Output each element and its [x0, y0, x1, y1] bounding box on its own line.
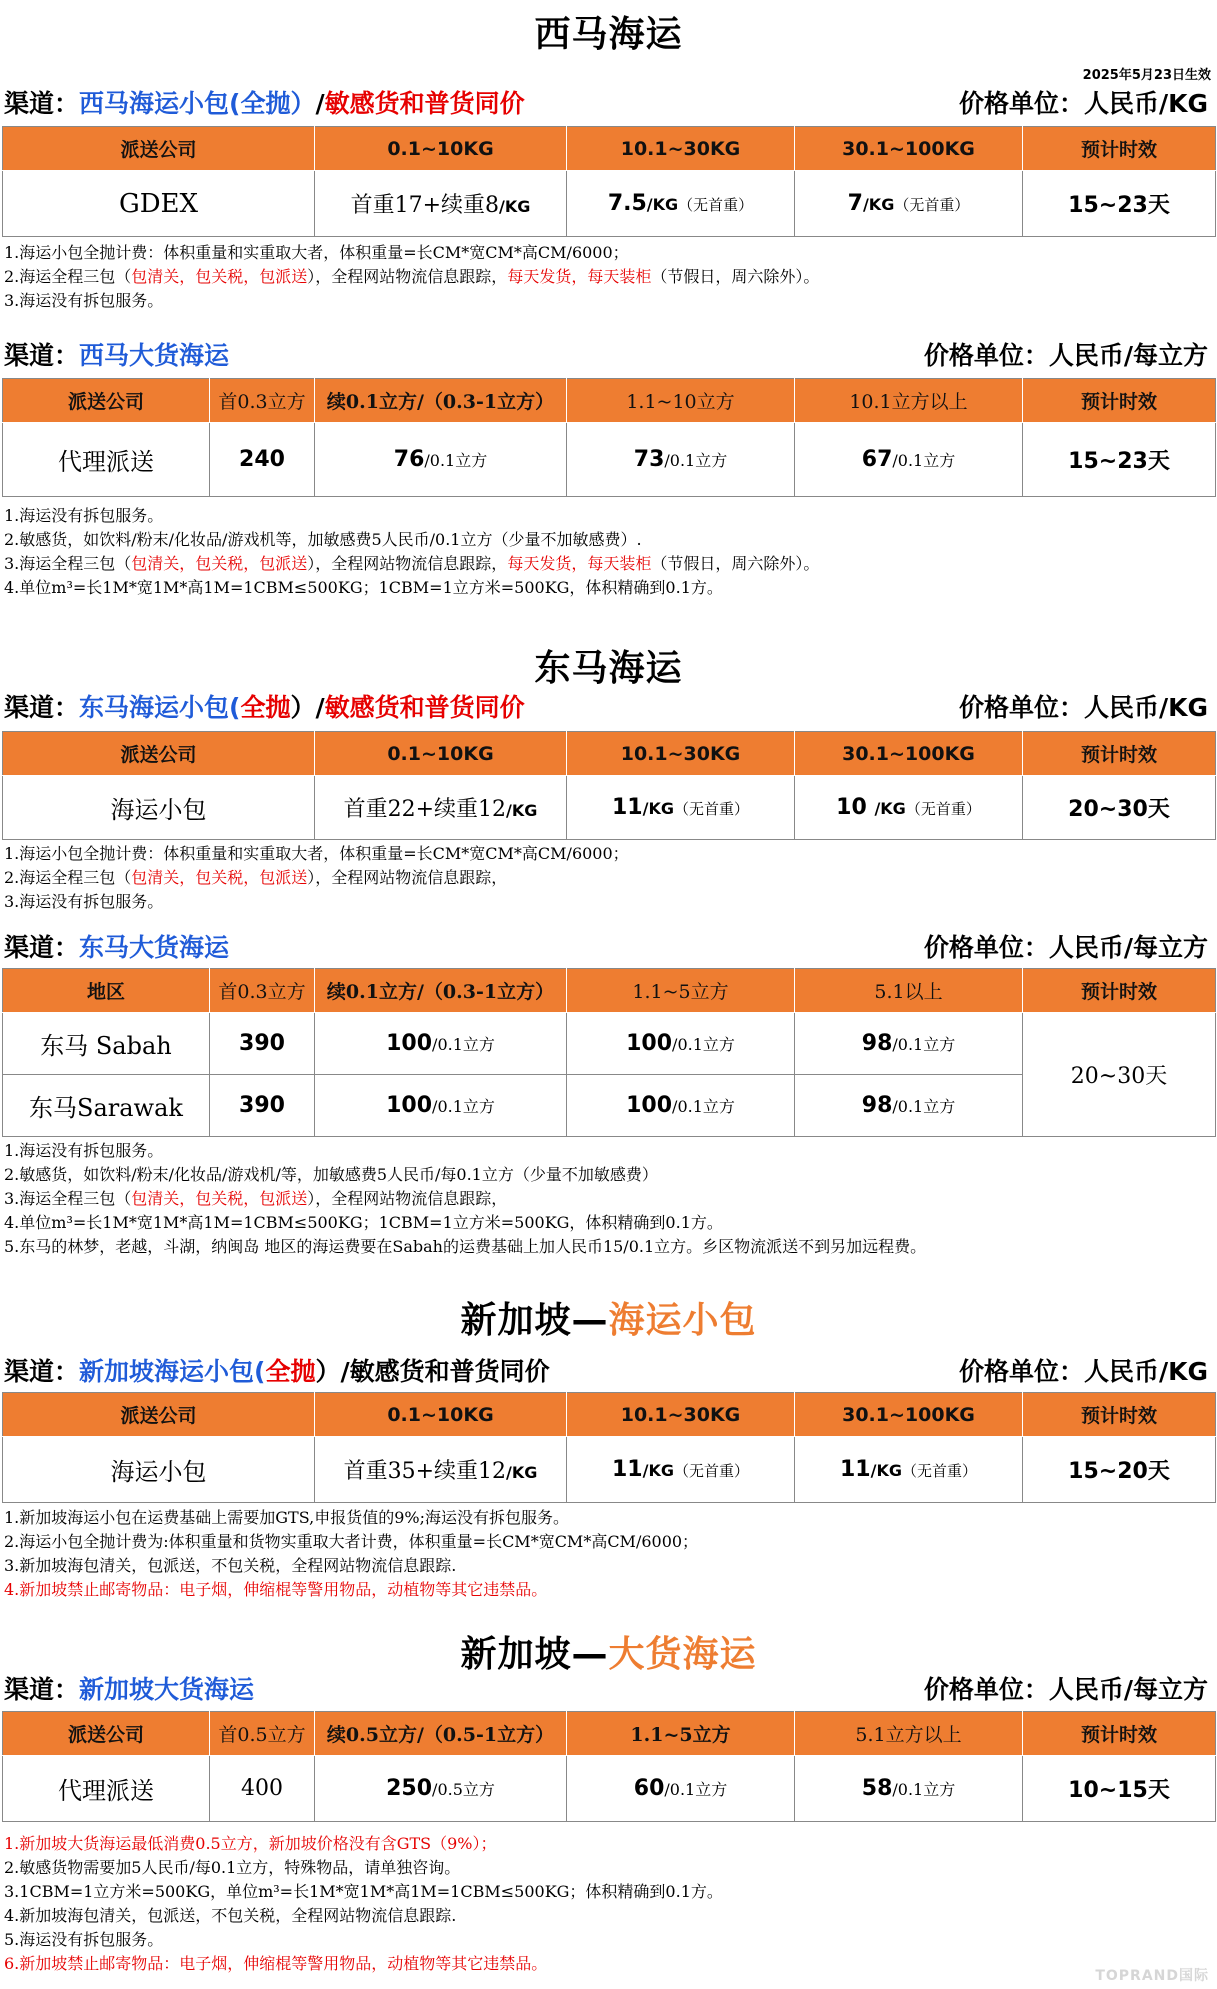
note-line: 1.海运没有拆包服务。 — [4, 1141, 164, 1160]
channel-label: 渠道： — [4, 89, 80, 118]
table-cell-company: GDEX — [3, 171, 315, 237]
channel-row-east-pack — [4, 690, 1212, 726]
table-cell-price: 73/0.1立方 — [567, 423, 795, 497]
note-line: 3.1CBM=1立方米=500KG，单位m³=长1M*宽1M*高1M=1CBM≤500KG；体积精确到0.1方。 — [4, 1882, 723, 1901]
channel-row-sg-bulk — [4, 1672, 1212, 1708]
table-cell-company: 海运小包 — [3, 1437, 315, 1503]
table-header: 预计时效 — [1023, 969, 1216, 1013]
price-unit: 价格单位：人民币/KG — [958, 89, 1208, 118]
note-line: 1.海运没有拆包服务。 — [4, 506, 164, 525]
price-unit: 价格单位：人民币/每立方 — [923, 933, 1208, 962]
note-line: 3.海运全程三包（包清关，包关税，包派送），全程网站物流信息跟踪， — [4, 1189, 508, 1208]
note-line: 3.海运没有拆包服务。 — [4, 291, 164, 310]
price-table-sg-pack — [2, 1392, 1216, 1503]
channel-label: 渠道： — [4, 933, 80, 962]
price-table-sg-bulk — [2, 1711, 1216, 1822]
note-line: 4.新加坡禁止邮寄物品：电子烟，伸缩棍等警用物品，动植物等其它违禁品。 — [4, 1580, 548, 1599]
table-cell-price: 首重22+续重12/KG — [315, 776, 567, 840]
section-title-west-malaysia: 西马海运 — [534, 14, 683, 55]
table-cell-company: 代理派送 — [3, 1756, 210, 1822]
note-line: 2.海运小包全抛计费为:体积重量和货物实重取大者计费，体积重量=长CM*宽CM*高CM/6000； — [4, 1532, 699, 1551]
channel-name-end: ） — [290, 693, 316, 722]
table-header: 10.1~30KG — [567, 127, 795, 171]
note-line: 1.海运小包全抛计费：体积重量和实重取大者，体积重量=长CM*宽CM*高CM/6000； — [4, 844, 629, 863]
channel-name: 西马大货海运 — [79, 341, 230, 370]
channel-row-west-pack — [4, 86, 1212, 122]
price-table-west-pack — [2, 126, 1216, 237]
table-header: 续0.1立方/（0.3-1立方） — [315, 969, 567, 1013]
notes-east-pack — [4, 842, 1214, 914]
table-header: 续0.1立方/（0.3-1立方） — [315, 379, 567, 423]
note-line: 2.敏感货物需要加5人民币/每0.1立方，特殊物品，请单独咨询。 — [4, 1858, 461, 1877]
channel-row-east-bulk — [4, 930, 1212, 966]
table-header: 0.1~10KG — [315, 1393, 567, 1437]
table-header: 5.1以上 — [795, 969, 1023, 1013]
table-header: 10.1立方以上 — [795, 379, 1023, 423]
table-cell-price: 11/KG（无首重） — [567, 1437, 795, 1503]
note-line: 6.新加坡禁止邮寄物品：电子烟，伸缩棍等警用物品，动植物等其它违禁品。 — [4, 1954, 548, 1973]
table-header: 10.1~30KG — [567, 1393, 795, 1437]
table-header: 30.1~100KG — [795, 127, 1023, 171]
table-cell-price: 76/0.1立方 — [315, 423, 567, 497]
table-header: 预计时效 — [1023, 127, 1216, 171]
table-cell-region: 东马Sarawak — [3, 1075, 210, 1137]
table-cell-price: 10 /KG（无首重） — [795, 776, 1023, 840]
channel-label: 渠道： — [4, 1675, 80, 1704]
channel-sep: / — [340, 1357, 350, 1386]
table-cell-region: 东马 Sabah — [3, 1013, 210, 1075]
channel-name-highlight: 全抛 — [265, 1357, 316, 1386]
price-unit: 价格单位：人民币/KG — [958, 1357, 1208, 1386]
price-unit: 价格单位：人民币/每立方 — [923, 341, 1208, 370]
note-line: 3.海运全程三包（包清关，包关税，包派送），全程网站物流信息跟踪，每天发货，每天装柜（节假日，周六除外）。 — [4, 554, 820, 573]
note-line: 4.单位m³=长1M*宽1M*高1M=1CBM≤500KG；1CBM=1立方米=500KG，体积精确到0.1方。 — [4, 578, 723, 597]
note-line: 2.敏感货，如饮料/粉末/化妆品/游戏机/等，加敏感费5人民币/每0.1立方（少量不加敏感费） — [4, 1165, 658, 1184]
channel-label: 渠道： — [4, 693, 80, 722]
channel-note: 敏感货和普货同价 — [324, 693, 525, 722]
table-cell-price: 98/0.1立方 — [795, 1075, 1023, 1137]
table-header: 首0.3立方 — [210, 969, 315, 1013]
notes-east-bulk — [4, 1139, 1214, 1259]
table-cell-company: 代理派送 — [3, 423, 210, 497]
notes-west-bulk — [4, 504, 1214, 600]
price-unit: 价格单位：人民币/KG — [958, 693, 1208, 722]
table-header: 首0.3立方 — [210, 379, 315, 423]
table-cell-time: 15~23天 — [1023, 423, 1216, 497]
table-cell-price: 250/0.5立方 — [315, 1756, 567, 1822]
table-header: 派送公司 — [3, 379, 210, 423]
table-cell-first: 400 — [210, 1756, 315, 1822]
channel-name: 新加坡海运小包( — [79, 1357, 266, 1386]
notes-west-pack — [4, 241, 1214, 313]
price-unit: 价格单位：人民币/每立方 — [923, 1675, 1208, 1704]
table-cell-first: 390 — [210, 1013, 315, 1075]
note-line: 3.新加坡海包清关，包派送，不包关税，全程网站物流信息跟踪. — [4, 1556, 457, 1575]
price-table-east-bulk — [2, 968, 1216, 1137]
channel-row-sg-pack — [4, 1354, 1212, 1390]
table-cell-first: 240 — [210, 423, 315, 497]
table-header: 首0.5立方 — [210, 1712, 315, 1756]
table-cell-price: 100/0.1立方 — [567, 1075, 795, 1137]
effective-date: 2025年5月23日生效 — [1082, 68, 1211, 83]
channel-row-west-bulk — [4, 338, 1212, 374]
note-line: 1.海运小包全抛计费：体积重量和实重取大者，体积重量=长CM*宽CM*高CM/6000； — [4, 243, 629, 262]
price-table-east-pack — [2, 731, 1216, 840]
table-header: 30.1~100KG — [795, 732, 1023, 776]
watermark-logo: TOPRAND国际 — [1095, 1968, 1209, 1984]
table-cell-price: 60/0.1立方 — [567, 1756, 795, 1822]
table-header: 1.1~5立方 — [567, 969, 795, 1013]
note-line: 1.新加坡大货海运最低消费0.5立方，新加坡价格没有含GTS（9%）； — [4, 1834, 497, 1853]
note-line: 4.单位m³=长1M*宽1M*高1M=1CBM≤500KG；1CBM=1立方米=500KG，体积精确到0.1方。 — [4, 1213, 723, 1232]
table-header: 0.1~10KG — [315, 127, 567, 171]
price-table-west-bulk — [2, 378, 1216, 497]
table-cell-price: 首重17+续重8/KG — [315, 171, 567, 237]
table-cell-price: 100/0.1立方 — [315, 1013, 567, 1075]
table-header: 30.1~100KG — [795, 1393, 1023, 1437]
table-cell-price: 11/KG（无首重） — [795, 1437, 1023, 1503]
table-cell-time: 10~15天 — [1023, 1756, 1216, 1822]
table-header: 地区 — [3, 969, 210, 1013]
table-header: 1.1~5立方 — [567, 1712, 795, 1756]
channel-name: 西马海运小包(全抛） — [79, 89, 316, 118]
channel-name-highlight: 全抛 — [240, 693, 291, 722]
notes-sg-bulk — [4, 1832, 1214, 1976]
table-header: 预计时效 — [1023, 1393, 1216, 1437]
table-header: 1.1~10立方 — [567, 379, 795, 423]
table-header: 派送公司 — [3, 732, 315, 776]
channel-sep: / — [315, 89, 325, 118]
note-line: 3.海运没有拆包服务。 — [4, 892, 164, 911]
table-cell-price: 7/KG（无首重） — [795, 171, 1023, 237]
table-header: 10.1~30KG — [567, 732, 795, 776]
table-cell-time: 15~23天 — [1023, 171, 1216, 237]
table-cell-price: 100/0.1立方 — [567, 1013, 795, 1075]
table-cell-price: 首重35+续重12/KG — [315, 1437, 567, 1503]
table-header: 派送公司 — [3, 127, 315, 171]
table-cell-time: 20~30天 — [1023, 1013, 1216, 1137]
notes-sg-pack — [4, 1506, 1214, 1602]
table-header: 派送公司 — [3, 1712, 210, 1756]
table-cell-first: 390 — [210, 1075, 315, 1137]
note-line: 2.海运全程三包（包清关，包关税，包派送），全程网站物流信息跟踪，每天发货，每天装柜（节假日，周六除外）。 — [4, 267, 820, 286]
table-header: 派送公司 — [3, 1393, 315, 1437]
table-cell-price: 98/0.1立方 — [795, 1013, 1023, 1075]
note-line: 5.海运没有拆包服务。 — [4, 1930, 164, 1949]
channel-sep: / — [315, 693, 325, 722]
table-header: 预计时效 — [1023, 732, 1216, 776]
table-cell-time: 20~30天 — [1023, 776, 1216, 840]
table-header: 0.1~10KG — [315, 732, 567, 776]
channel-note: 敏感货和普货同价 — [324, 89, 525, 118]
table-header: 续0.5立方/（0.5-1立方） — [315, 1712, 567, 1756]
note-line: 1.新加坡海运小包在运费基础上需要加GTS,申报货值的9%;海运没有拆包服务。 — [4, 1508, 569, 1527]
table-header: 预计时效 — [1023, 1712, 1216, 1756]
note-line: 5.东马的林梦，老越，斗湖，纳闽岛 地区的海运费要在Sabah的运费基础上加人民币15/0.1立方。乡区物流派送不到另加远程费。 — [4, 1237, 927, 1256]
table-header: 5.1立方以上 — [795, 1712, 1023, 1756]
channel-name: 东马大货海运 — [79, 933, 230, 962]
table-cell-price: 7.5/KG（无首重） — [567, 171, 795, 237]
table-cell-price: 58/0.1立方 — [795, 1756, 1023, 1822]
note-line: 2.敏感货，如饮料/粉末/化妆品/游戏机等，加敏感费5人民币/0.1立方（少量不加敏感费）. — [4, 530, 642, 549]
channel-name: 东马海运小包( — [79, 693, 241, 722]
table-cell-price: 67/0.1立方 — [795, 423, 1023, 497]
table-cell-company: 海运小包 — [3, 776, 315, 840]
section-title-singapore-bulk: 新加坡—大货海运 — [460, 1634, 757, 1675]
channel-name: 新加坡大货海运 — [79, 1675, 255, 1704]
channel-name-end: ） — [315, 1357, 341, 1386]
table-cell-time: 15~20天 — [1023, 1437, 1216, 1503]
section-title-singapore-pack: 新加坡—海运小包 — [460, 1300, 757, 1341]
table-cell-price: 100/0.1立方 — [315, 1075, 567, 1137]
section-title-east-malaysia: 东马海运 — [534, 648, 683, 689]
table-cell-price: 11/KG（无首重） — [567, 776, 795, 840]
channel-label: 渠道： — [4, 1357, 80, 1386]
channel-label: 渠道： — [4, 341, 80, 370]
channel-note: 敏感货和普货同价 — [349, 1357, 550, 1386]
note-line: 4.新加坡海包清关，包派送，不包关税，全程网站物流信息跟踪. — [4, 1906, 457, 1925]
note-line: 2.海运全程三包（包清关，包关税，包派送），全程网站物流信息跟踪， — [4, 868, 508, 887]
table-header: 预计时效 — [1023, 379, 1216, 423]
